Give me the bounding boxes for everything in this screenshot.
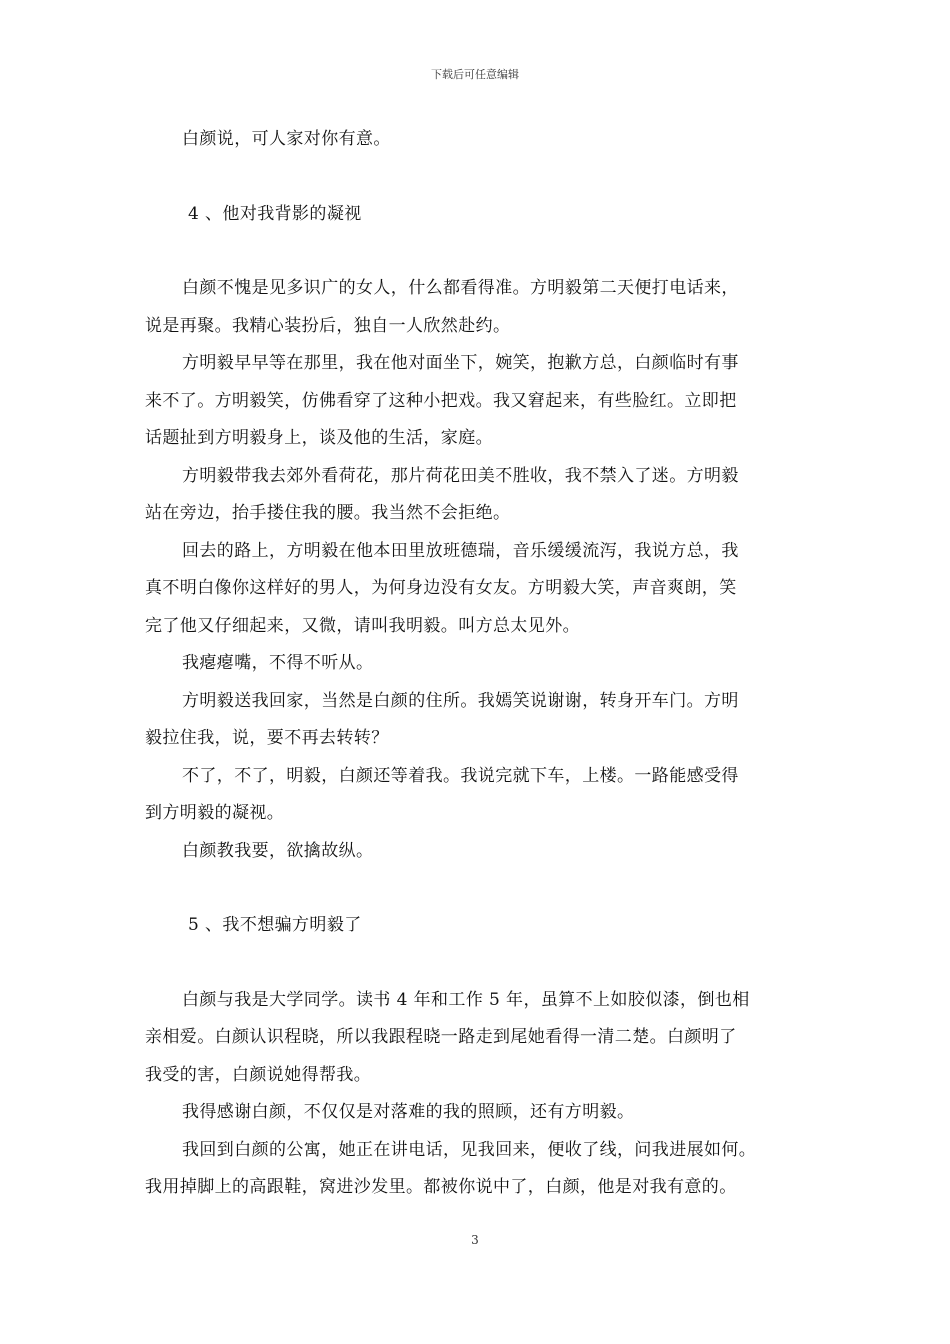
- page-header: 下载后可任意编辑: [431, 68, 519, 81]
- paragraph-line: 我回到白颜的公寓，她正在讲电话，见我回来，便收了线，问我进展如何。: [182, 1140, 757, 1160]
- section-heading: 5 、我不想骗方明毅了: [188, 915, 362, 935]
- paragraph-line: 不了，不了，明毅，白颜还等着我。我说完就下车，上楼。一路能感受得: [182, 766, 739, 786]
- paragraph-line: 我得感谢白颜，不仅仅是对落难的我的照顾，还有方明毅。: [182, 1102, 635, 1122]
- paragraph-line: 毅拉住我，说，要不再去转转？: [145, 728, 389, 748]
- paragraph-line: 我瘪瘪嘴，不得不听从。: [182, 653, 374, 673]
- paragraph-line: 白颜说，可人家对你有意。: [182, 129, 391, 149]
- section-heading: 4 、他对我背影的凝视: [188, 204, 362, 224]
- paragraph-line: 白颜教我要，欲擒故纵。: [182, 841, 374, 861]
- page-number: 3: [471, 1233, 479, 1247]
- paragraph-line: 回去的路上，方明毅在他本田里放班德瑞，音乐缓缓流泻，我说方总，我: [182, 541, 739, 561]
- paragraph-line: 话题扯到方明毅身上，谈及他的生活，家庭。: [145, 428, 493, 448]
- paragraph-line: 我受的害，白颜说她得帮我。: [145, 1065, 372, 1085]
- paragraph-line: 完了他又仔细起来，又微，请叫我明毅。叫方总太见外。: [145, 616, 580, 636]
- paragraph-line: 白颜不愧是见多识广的女人，什么都看得准。方明毅第二天便打电话来，: [182, 278, 739, 298]
- paragraph-line: 到方明毅的凝视。: [145, 803, 285, 823]
- paragraph-line: 来不了。方明毅笑，仿佛看穿了这种小把戏。我又窘起来，有些脸红。立即把: [145, 391, 737, 411]
- paragraph-line: 亲相爱。白颜认识程晓，所以我跟程晓一路走到尾她看得一清二楚。白颜明了: [145, 1027, 737, 1047]
- paragraph-line: 说是再聚。我精心装扮后，独自一人欣然赴约。: [145, 316, 511, 336]
- paragraph-line: 真不明白像你这样好的男人，为何身边没有女友。方明毅大笑，声音爽朗，笑: [145, 578, 737, 598]
- paragraph-line: 白颜与我是大学同学。读书 4 年和工作 5 年，虽算不上如胶似漆，倒也相: [182, 990, 750, 1010]
- paragraph-line: 方明毅带我去郊外看荷花，那片荷花田美不胜收，我不禁入了迷。方明毅: [182, 466, 739, 486]
- paragraph-line: 我用掉脚上的高跟鞋，窝进沙发里。都被你说中了，白颜，他是对我有意的。: [145, 1177, 737, 1197]
- paragraph-line: 站在旁边，抬手搂住我的腰。我当然不会拒绝。: [145, 503, 511, 523]
- paragraph-line: 方明毅送我回家，当然是白颜的住所。我嫣笑说谢谢，转身开车门。方明: [182, 691, 739, 711]
- paragraph-line: 方明毅早早等在那里，我在他对面坐下，婉笑，抱歉方总，白颜临时有事: [182, 353, 739, 373]
